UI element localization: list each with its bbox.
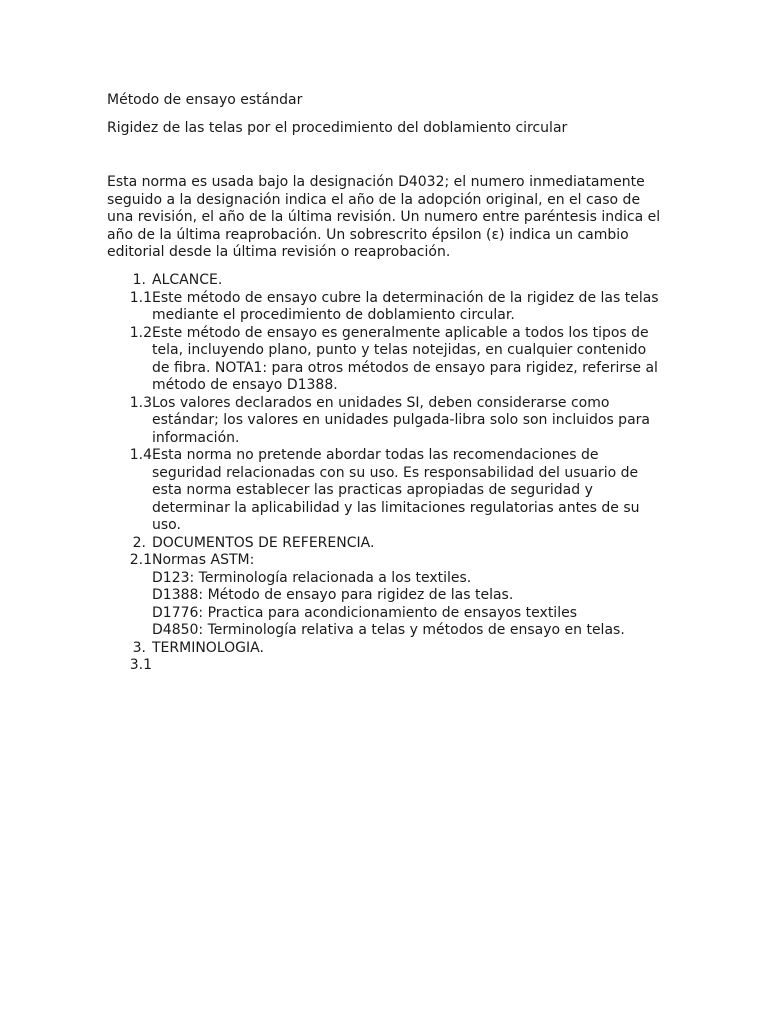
section-item xyxy=(107,325,667,395)
section-number: 1.2 xyxy=(129,324,152,341)
section-text: Los valores declarados en unidades SI, deben considerarse como estándar; los valores en unidades pulgada-libra solo son incluidos para información. xyxy=(152,394,650,446)
section-text: Este método de ensayo es generalmente aplicable a todos los tipos de tela, incluyendo plano, punto y telas notejidas, en cualquier contenido de fibra. NOTA1: para otros métodos de ensayo para rigidez, referirse al método de ensayo D1388. xyxy=(152,324,658,393)
reference-item: D123: Terminología relacionada a los textiles. xyxy=(152,569,472,586)
intro-paragraph: Esta norma es usada bajo la designación D4032; el numero inmediatamente seguido a la designación indica el año de la adopción original, en el caso de una revisión, el año de la última revisión. Un numero entre paréntesis indica el año de la última reaprobación. Un sobrescrito épsilon (ε) indica un cambio editorial desde la última revisión o reaprobación. xyxy=(107,174,661,261)
document-subtitle: Rigidez de las telas por el procedimiento del doblamiento circular xyxy=(107,120,568,136)
section-number: 2.1 xyxy=(129,552,152,568)
section-item xyxy=(107,290,667,325)
section-text: TERMINOLOGIA. xyxy=(152,639,264,656)
section-item xyxy=(107,272,667,290)
reference-item: D4850: Terminología relativa a telas y métodos de ensayo en telas. xyxy=(152,622,625,638)
section-number: 3. xyxy=(132,639,146,656)
document-title: Método de ensayo estándar xyxy=(107,92,303,108)
section-item xyxy=(107,640,667,658)
section-number: 1.3 xyxy=(129,394,152,411)
section-number: 1.4 xyxy=(129,447,152,463)
section-item xyxy=(107,657,667,675)
section-number: 1.1 xyxy=(129,289,152,306)
section-text: Normas ASTM: xyxy=(152,552,255,568)
section-list xyxy=(107,272,667,675)
section-text: ALCANCE. xyxy=(152,272,223,288)
section-number: 3.1 xyxy=(129,657,152,673)
section-text: Esta norma no pretende abordar todas las recomendaciones de seguridad relacionadas con su uso. Es responsabilidad del usuario de esta norma establecer las practicas apropiadas de seguridad y determinar la aplicabilidad y las limitaciones regulatorias antes de su uso. xyxy=(152,447,640,533)
section-item xyxy=(107,552,667,570)
section-number: 1. xyxy=(132,272,146,288)
reference-item: D1388: Método de ensayo para rigidez de las telas. xyxy=(152,587,514,603)
section-text: Este método de ensayo cubre la determinación de la rigidez de las telas mediante el procedimiento de doblamiento circular. xyxy=(152,289,659,323)
section-item xyxy=(107,447,667,535)
reference-item: D1776: Practica para acondicionamiento de ensayos textiles xyxy=(152,604,577,621)
section-item xyxy=(107,395,667,448)
section-number: 2. xyxy=(132,534,146,551)
section-item xyxy=(107,535,667,553)
section-text: DOCUMENTOS DE REFERENCIA. xyxy=(152,534,375,551)
